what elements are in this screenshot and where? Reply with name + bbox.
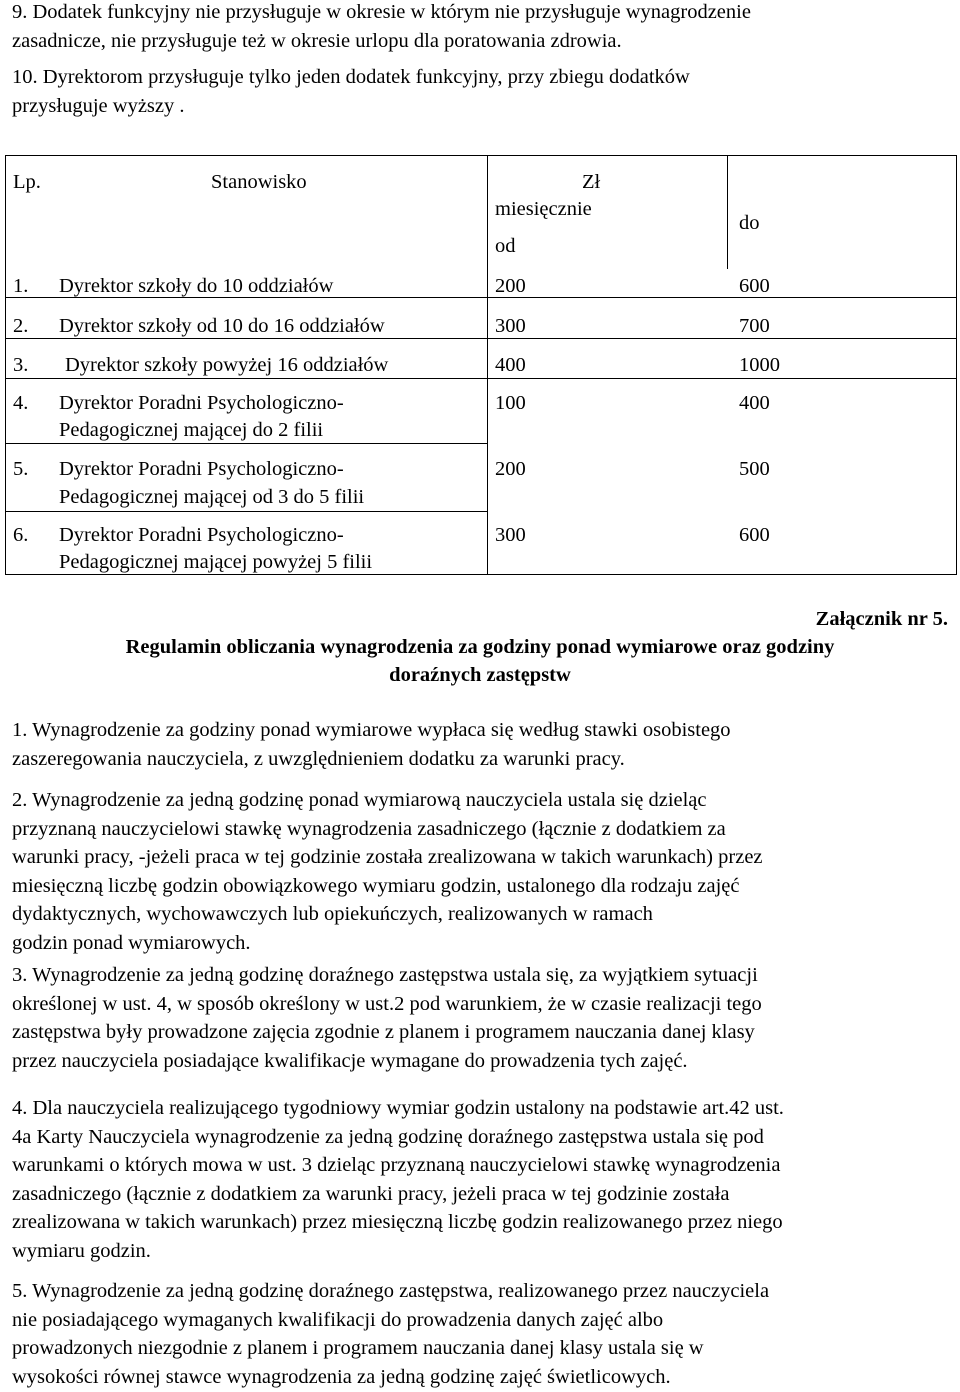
text-line: przez nauczyciela posiadające kwalifikacje wymagane do prowadzenia tych zajęć. <box>12 1049 688 1072</box>
intro-point-9 <box>12 0 952 55</box>
text-line: miesięczną liczbę godzin obowiązkowego wymiaru godzin, ustalonego dla rodzaju zajęć <box>12 874 740 897</box>
header-zl: Zł <box>582 171 601 193</box>
row-2-from: 300 <box>495 315 526 337</box>
column-divider <box>727 155 728 269</box>
row-3-from: 400 <box>495 354 526 376</box>
text-line: nie posiadającego wymaganych kwalifikacji do prowadzenia danych zajęć albo <box>12 1308 664 1331</box>
text-line: zasadnicze, nie przysługuje też w okresie urlopu dla poratowania zdrowia. <box>12 29 622 52</box>
annex-title-line2: doraźnych zastępstw <box>389 664 571 686</box>
text-line: określonej w ust. 4, w sposób określony w ust.2 pod warunkiem, że w czasie realizacji tego <box>12 992 762 1015</box>
text-line: warunkami o których mowa w ust. 3 dzieląc przyznaną nauczycielowi stawkę wynagrodzenia <box>12 1154 781 1176</box>
text-line: 1. Wynagrodzenie za godziny ponad wymiarowe wypłaca się według stawki osobistego <box>12 719 731 741</box>
row-3-to: 1000 <box>739 354 780 376</box>
text-line: godzin ponad wymiarowych. <box>12 931 251 954</box>
section-3 <box>12 961 952 1075</box>
intro-point-10 <box>12 63 952 120</box>
row-1-to: 600 <box>739 275 770 297</box>
header-lp: Lp. <box>13 171 41 193</box>
text-line: 9. Dodatek funkcyjny nie przysługuje w okresie w którym nie przysługuje wynagrodzenie <box>12 1 751 23</box>
row-divider <box>5 511 488 512</box>
row-divider <box>5 443 488 444</box>
row-6-lp: 6. <box>13 524 29 546</box>
row-5-position-line1: Dyrektor Poradni Psychologiczno- <box>59 458 344 480</box>
row-1-lp: 1. <box>13 275 29 297</box>
section-2 <box>12 786 952 957</box>
section-5 <box>12 1277 952 1391</box>
row-4-from: 100 <box>495 392 526 414</box>
text-line: wymiaru godzin. <box>12 1239 151 1262</box>
annex-title-line1: Regulamin obliczania wynagrodzenia za godziny ponad wymiarowe oraz godziny <box>125 636 835 658</box>
section-1 <box>12 716 952 773</box>
header-position: Stanowisko <box>211 171 307 193</box>
row-5-to: 500 <box>739 458 770 480</box>
row-2-position: Dyrektor szkoły od 10 do 16 oddziałów <box>59 315 385 337</box>
text-line: 3. Wynagrodzenie za jedną godzinę doraźnego zastępstwa ustala się, za wyjątkiem sytuacji <box>12 964 758 986</box>
text-line: przysługuje wyższy . <box>12 94 185 117</box>
text-line: warunki pracy, -jeżeli praca w tej godzinie została zrealizowana w takich warunkach) przez <box>12 846 763 868</box>
row-1-position: Dyrektor szkoły do 10 oddziałów <box>59 275 334 297</box>
text-line: zasadniczego (łącznie z dodatkiem za warunki pracy, jeżeli praca w tej godzinie została <box>12 1182 730 1205</box>
row-5-from: 200 <box>495 458 526 480</box>
row-6-to: 600 <box>739 524 770 546</box>
row-3-lp: 3. <box>13 354 29 376</box>
row-4-position-line2: Pedagogicznej mającej do 2 filii <box>59 419 324 441</box>
text-line: 5. Wynagrodzenie za jedną godzinę doraźnego zastępstwa, realizowanego przez nauczyciela <box>12 1280 770 1302</box>
text-line: zaszeregowania nauczyciela, z uwzględnieniem dodatku za warunki pracy. <box>12 747 625 770</box>
section-4 <box>12 1094 952 1265</box>
row-divider <box>5 378 956 379</box>
text-line: 4. Dla nauczyciela realizującego tygodniowy wymiar godzin ustalony na podstawie art.42 ust. <box>12 1097 784 1119</box>
row-divider <box>5 297 956 298</box>
row-divider <box>5 338 956 339</box>
header-to: do <box>739 212 760 234</box>
row-3-position: Dyrektor szkoły powyżej 16 oddziałów <box>65 354 389 376</box>
row-4-to: 400 <box>739 392 770 414</box>
text-line: 2. Wynagrodzenie za jedną godzinę ponad wymiarową nauczyciela ustala się dzieląc <box>12 789 707 811</box>
text-line: wysokości równej stawce wynagrodzenia za jedną godzinę zajęć świetlicowych. <box>12 1365 671 1388</box>
header-from: od <box>495 235 516 257</box>
text-line: 4a Karty Nauczyciela wynagrodzenie za jedną godzinę doraźnego zastępstwa ustala się pod <box>12 1125 764 1148</box>
text-line: 10. Dyrektorom przysługuje tylko jeden dodatek funkcyjny, przy zbiegu dodatków <box>12 66 690 88</box>
text-line: prowadzonych niezgodnie z planem i programem nauczania danej klasy ustala się w <box>12 1337 704 1359</box>
header-monthly: miesięcznie <box>495 198 592 220</box>
row-5-position-line2: Pedagogicznej mającej od 3 do 5 filii <box>59 486 365 508</box>
row-1-from: 200 <box>495 275 526 297</box>
row-4-position-line1: Dyrektor Poradni Psychologiczno- <box>59 392 344 414</box>
text-line: przyznaną nauczycielowi stawkę wynagrodzenia zasadniczego (łącznie z dodatkiem za <box>12 817 726 840</box>
annex-label: Załącznik nr 5. <box>815 608 948 630</box>
text-line: dydaktycznych, wychowawczych lub opiekuńczych, realizowanych w ramach <box>12 903 653 925</box>
text-line: zrealizowana w takich warunkach) przez miesięczną liczbę godzin realizowanego przez niego <box>12 1211 783 1233</box>
row-6-position-line2: Pedagogicznej mającej powyżej 5 filii <box>59 551 373 573</box>
row-6-from: 300 <box>495 524 526 546</box>
allowance-table <box>5 155 957 575</box>
row-2-lp: 2. <box>13 315 29 337</box>
text-line: zastępstwa były prowadzone zajęcia zgodnie z planem i programem nauczania danej klasy <box>12 1021 755 1043</box>
row-2-to: 700 <box>739 315 770 337</box>
row-4-lp: 4. <box>13 392 29 414</box>
row-6-position-line1: Dyrektor Poradni Psychologiczno- <box>59 524 344 546</box>
row-5-lp: 5. <box>13 458 29 480</box>
